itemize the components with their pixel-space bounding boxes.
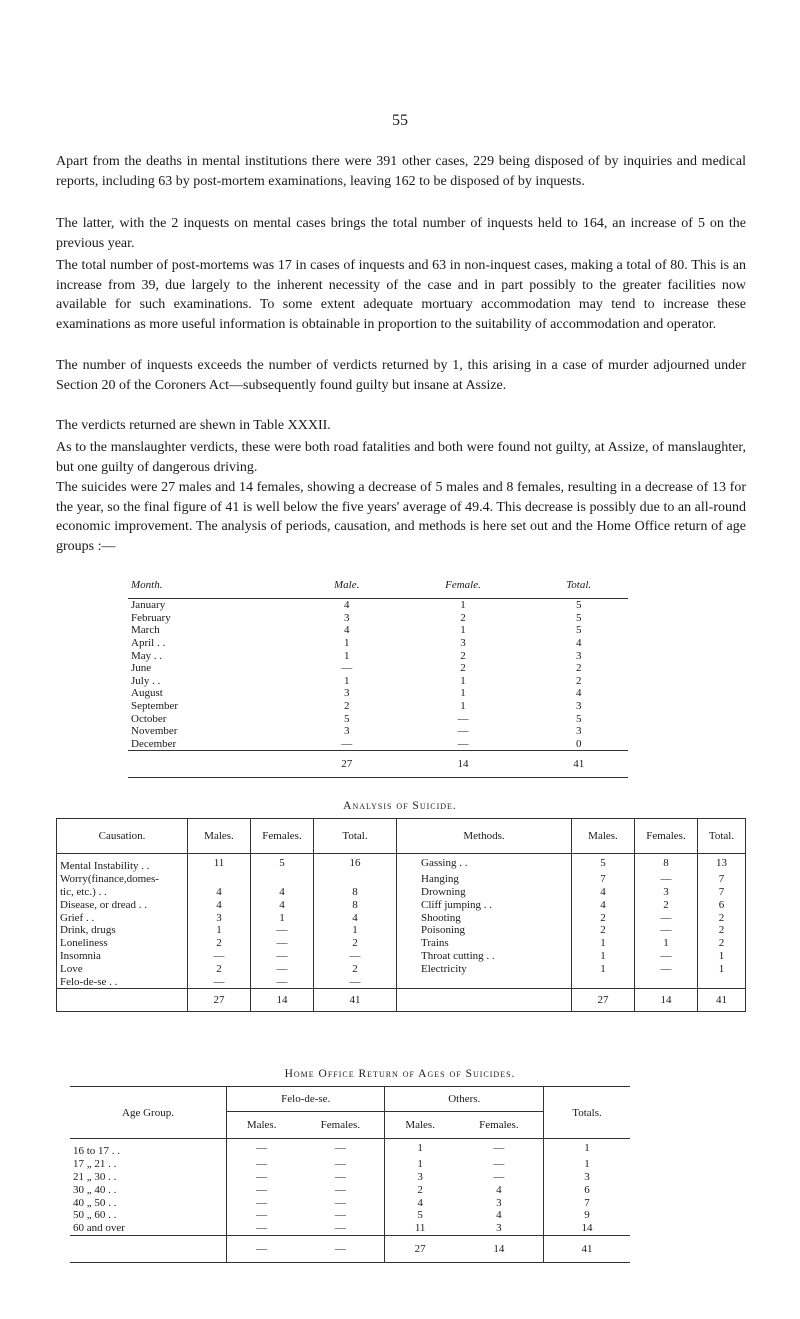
analysis-females-header: Females. [251, 819, 314, 854]
month-label: July . . [131, 674, 161, 687]
table-row [57, 950, 746, 963]
male-value: 2 [343, 700, 350, 713]
others-males-value: 1 [417, 1158, 423, 1171]
analysis-males-header: Males. [188, 819, 251, 854]
others-females-value: — [455, 1171, 544, 1184]
others-males-value: 5 [417, 1209, 423, 1222]
male-value: 4 [343, 599, 350, 612]
month-label: January [131, 599, 166, 612]
home-office-caption: Home Office Return of Ages of Suicides. [284, 1068, 516, 1080]
felo-females-value: — [296, 1158, 385, 1171]
month-total-female: 14 [457, 758, 469, 771]
causation-females: 4 [251, 898, 314, 911]
home-total-felo-males: — [256, 1242, 268, 1255]
month-label: May . . [131, 649, 163, 662]
female-value: — [457, 725, 469, 738]
table-row [57, 886, 746, 899]
method-females: 8 [635, 854, 698, 873]
causation-label: Drink, drugs [57, 924, 188, 937]
month-table [128, 572, 628, 778]
home-total-others-females: 14 [455, 1235, 544, 1262]
felo-males-value: — [256, 1142, 268, 1155]
age-group-label: 17 „ 21 . . [70, 1158, 227, 1171]
home-total-others-males: 27 [414, 1242, 426, 1255]
table-row [70, 1222, 630, 1235]
felo-females-value: — [296, 1196, 385, 1209]
table-row [128, 624, 628, 637]
male-value: — [341, 662, 353, 675]
female-value: 2 [460, 611, 466, 624]
home-total-total: 41 [581, 1242, 593, 1255]
methods-total-males: 27 [572, 988, 635, 1011]
felo-females-value: — [296, 1139, 385, 1158]
table-row [70, 1209, 630, 1222]
causation-males: 4 [188, 886, 251, 899]
month-header: Month. [131, 579, 163, 591]
age-group-header: Age Group. [70, 1087, 227, 1139]
methods-females-header: Females. [635, 819, 698, 854]
female-value: 1 [460, 687, 466, 700]
table-row [128, 700, 628, 713]
table-row [57, 873, 746, 886]
home-total-felo-females: — [296, 1235, 385, 1262]
total-header: Total. [566, 579, 592, 591]
table-row [70, 1196, 630, 1209]
causation-females: — [251, 975, 314, 988]
paragraph-2: The latter, with the 2 inquests on mental cases brings the total number of inquests held to 164, an increase of 5 on the previous year. [56, 216, 746, 251]
method-females: 3 [635, 886, 698, 899]
causation-total: 4 [314, 911, 397, 924]
table-row [128, 662, 628, 675]
others-males-value: 4 [417, 1196, 423, 1209]
female-value: 3 [460, 637, 466, 650]
table-row [128, 687, 628, 700]
method-label: Throat cutting . . [397, 950, 572, 963]
method-males: 4 [572, 886, 635, 899]
method-label: Poisoning [397, 924, 572, 937]
causation-females: — [251, 950, 314, 963]
total-value: 4 [575, 637, 582, 650]
causation-total: 2 [314, 962, 397, 975]
paragraph-6: As to the manslaughter verdicts, these were both road fatalities and both were found not guilty, at Assize, of manslaughter, but one guilty of dangerous driving. [56, 440, 746, 475]
male-value: 3 [343, 725, 350, 738]
felo-header: Felo-de-se. [227, 1087, 385, 1112]
method-total: 1 [718, 949, 725, 962]
male-value: 1 [343, 674, 350, 687]
method-females: — [635, 950, 698, 963]
analysis-caption: Analysis of Suicide. [343, 800, 457, 812]
table-row [70, 1158, 630, 1171]
causation-label: Mental Instability . . [57, 854, 188, 873]
table-row [128, 725, 628, 738]
total-value: 3 [575, 700, 582, 713]
table-row [128, 649, 628, 662]
age-group-label: 16 to 17 . . [70, 1139, 227, 1158]
method-males: 4 [572, 898, 635, 911]
total-value: 3 [575, 649, 582, 662]
month-label: December [131, 737, 177, 750]
male-value: 1 [343, 637, 350, 650]
method-males: 2 [572, 911, 635, 924]
felo-males-value: — [256, 1209, 268, 1222]
method-label: Shooting [397, 911, 572, 924]
table-row [57, 962, 746, 975]
method-females: 2 [635, 898, 698, 911]
method-label: Gassing . . [397, 854, 572, 873]
methods-total-females: 14 [635, 988, 698, 1011]
causation-label: Love [57, 962, 188, 975]
others-males-header: Males. [385, 1112, 455, 1139]
table-row [57, 924, 746, 937]
paragraph-4: The number of inquests exceeds the number of verdicts returned by 1, this arising in a case of murder adjourned under Section 20 of the Coroners Act—subsequently found guilty but insane at Assize. [56, 358, 746, 393]
others-males-value: 1 [417, 1142, 423, 1155]
age-total-value: 9 [584, 1209, 590, 1222]
causation-label: Loneliness [57, 937, 188, 950]
felo-females-header: Females. [296, 1112, 385, 1139]
others-females-value: 4 [455, 1209, 544, 1222]
total-value: 5 [575, 611, 582, 624]
causation-females: 5 [251, 854, 314, 873]
month-label: February [131, 611, 171, 624]
causation-total: 8 [314, 886, 397, 899]
causation-males: — [188, 950, 251, 963]
causation-label: tic, etc.) . . [57, 886, 188, 899]
felo-females-value: — [296, 1183, 385, 1196]
felo-females-value: — [296, 1209, 385, 1222]
causation-label: Felo-de-se . . [57, 975, 188, 988]
table-row [128, 599, 628, 612]
method-label: Trains [397, 937, 572, 950]
method-males: 1 [572, 950, 635, 963]
age-group-label: 40 „ 50 . . [70, 1196, 227, 1209]
method-males: 2 [572, 924, 635, 937]
female-value: 1 [460, 700, 466, 713]
methods-total-header: Total. [708, 830, 735, 842]
others-females-value: 3 [455, 1196, 544, 1209]
total-value: 5 [575, 599, 582, 612]
female-value: 2 [460, 662, 466, 675]
month-label: April . . [131, 637, 166, 650]
others-females-value: 4 [455, 1183, 544, 1196]
causation-label: Insomnia [57, 950, 188, 963]
paragraph-1: Apart from the deaths in mental institutions there were 391 other cases, 229 being disposed of by inquiries and medical reports, including 63 by post-mortem examinations, leaving 162 to be disposed of by inquests. [56, 154, 746, 189]
total-value: 5 [575, 712, 582, 725]
age-total-value: 7 [584, 1196, 590, 1209]
others-males-value: 3 [417, 1170, 423, 1183]
method-label: Cliff jumping . . [397, 898, 572, 911]
method-label [397, 975, 572, 988]
table-row [128, 738, 628, 751]
month-total-total: 41 [573, 758, 585, 771]
felo-males-value: — [256, 1170, 268, 1183]
causation-total: 2 [314, 937, 397, 950]
table-row [70, 1183, 630, 1196]
table-row [128, 712, 628, 725]
month-label: August [131, 687, 163, 700]
home-office-table [70, 1086, 630, 1263]
method-total: 2 [718, 937, 725, 950]
female-value: — [457, 737, 469, 750]
causation-header: Causation. [57, 819, 188, 854]
age-total-value: 3 [584, 1170, 590, 1183]
table-row [128, 637, 628, 650]
method-females: 1 [635, 937, 698, 950]
causation-males [188, 873, 251, 886]
method-females: — [635, 873, 698, 886]
others-females-value: — [455, 1139, 544, 1158]
table-row [57, 898, 746, 911]
paragraph-3: The total number of post-mortems was 17 in cases of inquests and 63 in non-inquest cases, making a total of 80. This is an increase from 39, due largely to the inherent necessity of the case and in part possibly to the greater facilities now available for such examinations. To some extent adequate mortuary accommodation may tend to increase these examinations as more useful information is obtainable in proportion to the suitability of accommodation and operator. [56, 258, 746, 332]
total-value: 2 [575, 662, 582, 675]
others-females-value: 3 [455, 1222, 544, 1235]
age-total-value: 1 [584, 1142, 590, 1155]
others-females-value: — [455, 1158, 544, 1171]
causation-males: 4 [188, 898, 251, 911]
month-label: October [131, 712, 167, 725]
age-group-label: 30 „ 40 . . [70, 1183, 227, 1196]
table-row [70, 1139, 630, 1158]
others-males-value: 2 [417, 1183, 423, 1196]
causation-females: — [251, 962, 314, 975]
causation-total: — [314, 975, 397, 988]
total-value: 0 [575, 737, 582, 750]
month-label: March [131, 624, 160, 637]
method-total: 13 [716, 857, 727, 870]
method-total: 7 [718, 885, 725, 898]
table-row [57, 911, 746, 924]
methods-males-header: Males. [572, 819, 635, 854]
analysis-table [56, 818, 746, 1012]
felo-males-header: Males. [227, 1112, 297, 1139]
male-value: — [341, 737, 353, 750]
paragraph-7: The suicides were 27 males and 14 females, showing a decrease of 5 males and 8 females, resulting in a decrease of 13 for the year, so the final figure of 41 is well below the five years' average of 49.4. This decrease is possibly due to an all-round economic improvement. The analysis of periods, causation, and methods is here set out and the Home Office return of age groups :— [56, 480, 746, 554]
female-value: 1 [460, 599, 466, 612]
method-males: 1 [572, 962, 635, 975]
method-total: 7 [718, 873, 725, 886]
method-males: 1 [572, 937, 635, 950]
month-label: November [131, 725, 178, 738]
paragraph-5: The verdicts returned are shewn in Table XXXII. [56, 418, 331, 433]
causation-label: Disease, or dread . . [57, 898, 188, 911]
analysis-total-males: 27 [188, 988, 251, 1011]
causation-males: 2 [188, 937, 251, 950]
causation-label: Worry(finance,domes- [57, 873, 188, 886]
method-total: 1 [718, 962, 725, 975]
total-value: 3 [575, 725, 582, 738]
month-label: June [131, 662, 152, 675]
causation-males: 2 [188, 962, 251, 975]
method-total: 6 [718, 898, 725, 911]
causation-males: 3 [188, 911, 251, 924]
table-row [57, 854, 746, 873]
others-females-header: Females. [455, 1112, 544, 1139]
age-group-label: 60 and over [70, 1222, 227, 1235]
method-total: 2 [718, 924, 725, 937]
method-females: — [635, 962, 698, 975]
method-label: Electricity [397, 962, 572, 975]
methods-header: Methods. [397, 819, 572, 854]
causation-males: 11 [188, 854, 251, 873]
others-header: Others. [385, 1087, 544, 1112]
female-value: 2 [460, 649, 466, 662]
table-row [128, 675, 628, 688]
method-females [635, 975, 698, 988]
method-total: 2 [718, 911, 725, 924]
table-row [70, 1171, 630, 1184]
causation-total: — [314, 950, 397, 963]
causation-males: 1 [188, 924, 251, 937]
causation-total: 1 [314, 924, 397, 937]
male-value: 3 [343, 611, 350, 624]
age-total-value: 1 [584, 1158, 590, 1171]
method-males [572, 975, 635, 988]
causation-females: — [251, 924, 314, 937]
analysis-total-header: Total. [314, 819, 397, 854]
felo-females-value: — [296, 1171, 385, 1184]
felo-females-value: — [296, 1222, 385, 1235]
female-value: — [457, 712, 469, 725]
causation-females: 1 [251, 911, 314, 924]
age-total-value: 6 [584, 1183, 590, 1196]
age-total-value: 14 [581, 1222, 593, 1235]
age-group-label: 21 „ 30 . . [70, 1171, 227, 1184]
causation-total [314, 873, 397, 886]
female-header: Female. [445, 579, 481, 591]
month-total-male: 27 [341, 758, 353, 771]
totals-header: Totals. [544, 1087, 631, 1139]
analysis-total-females: 14 [251, 988, 314, 1011]
method-males: 5 [572, 854, 635, 873]
method-total [698, 975, 746, 988]
causation-females: — [251, 937, 314, 950]
felo-males-value: — [256, 1158, 268, 1171]
male-header: Male. [334, 579, 360, 591]
female-value: 1 [460, 624, 466, 637]
male-value: 5 [343, 712, 350, 725]
age-group-label: 50 „ 60 . . [70, 1209, 227, 1222]
month-label: September [131, 700, 179, 713]
table-row [57, 937, 746, 950]
analysis-total-total: 41 [314, 988, 397, 1011]
total-value: 2 [575, 674, 582, 687]
method-females: — [635, 911, 698, 924]
causation-total: 16 [314, 854, 397, 873]
causation-males: — [188, 975, 251, 988]
method-males: 7 [572, 873, 635, 886]
male-value: 3 [343, 687, 350, 700]
causation-total: 8 [314, 898, 397, 911]
felo-males-value: — [256, 1183, 268, 1196]
table-row [57, 975, 746, 988]
causation-females [251, 873, 314, 886]
female-value: 1 [460, 674, 466, 687]
methods-total-total: 41 [716, 993, 727, 1006]
others-males-value: 11 [414, 1222, 426, 1235]
felo-males-value: — [256, 1196, 268, 1209]
method-label: Hanging [397, 873, 572, 886]
page-number: 55 [392, 112, 408, 129]
table-row [128, 612, 628, 625]
total-value: 4 [575, 687, 582, 700]
method-females: — [635, 924, 698, 937]
total-value: 5 [575, 624, 582, 637]
causation-females: 4 [251, 886, 314, 899]
male-value: 1 [343, 649, 350, 662]
causation-label: Grief . . [57, 911, 188, 924]
male-value: 4 [343, 624, 350, 637]
felo-males-value: — [256, 1222, 268, 1235]
method-label: Drowning [397, 886, 572, 899]
